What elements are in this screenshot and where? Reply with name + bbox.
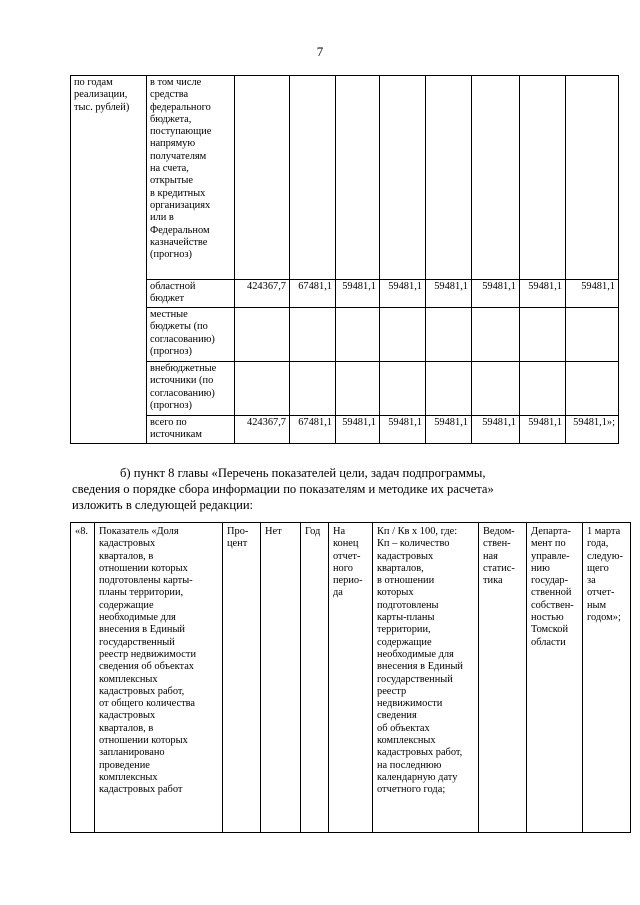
table-cell: 59481,1 — [380, 280, 426, 308]
table-cell — [380, 362, 426, 416]
table-cell — [336, 308, 380, 362]
table-cell: 59481,1 — [520, 416, 566, 444]
table-cell — [520, 76, 566, 280]
table-cell: 59481,1 — [472, 416, 520, 444]
table-cell — [472, 308, 520, 362]
table-cell — [426, 362, 472, 416]
table-cell — [235, 76, 290, 280]
table-cell: Год — [301, 523, 329, 833]
table-row — [71, 416, 619, 444]
table-cell: Нет — [261, 523, 301, 833]
paragraph-line: изложить в следующей редакции: — [72, 498, 254, 512]
row-label: всего по источникам — [147, 416, 235, 444]
table-cell: 59481,1 — [426, 416, 472, 444]
responsible-cell: Департа- мент по управле- нию государ- ственной собствен- ностью Томской области — [527, 523, 583, 833]
row-label: местные бюджеты (по согласованию) (прогноз) — [147, 308, 235, 362]
row-label: в том числе средства федерального бюджета, поступающие напрямую получателям на счета, открытые в кредитных организациях или в Федеральном казначействе (прогноз) — [147, 76, 235, 280]
table-cell — [235, 308, 290, 362]
paragraph-line: сведения о порядке сбора информации по показателям и методике их расчета» — [72, 482, 494, 496]
table-cell — [566, 308, 619, 362]
indicator-table — [70, 522, 631, 833]
table-cell — [426, 308, 472, 362]
table-cell — [336, 76, 380, 280]
table-cell — [472, 362, 520, 416]
row-label: областной бюджет — [147, 280, 235, 308]
table-cell — [566, 76, 619, 280]
table-row — [71, 76, 619, 280]
table-cell — [290, 362, 336, 416]
page-number: 7 — [316, 44, 324, 59]
table-cell: 59481,1 — [566, 280, 619, 308]
table-cell — [235, 362, 290, 416]
table-cell — [380, 308, 426, 362]
table-row — [71, 280, 619, 308]
table-cell: 424367,7 — [235, 280, 290, 308]
table-cell — [520, 362, 566, 416]
left-label-cell: по годам реализации, тыс. рублей) — [71, 76, 147, 444]
table-cell — [472, 76, 520, 280]
table-cell — [290, 308, 336, 362]
table-cell: 59481,1 — [336, 416, 380, 444]
table-cell: 59481,1 — [336, 280, 380, 308]
table-cell: 59481,1 — [472, 280, 520, 308]
item-number: «8. — [71, 523, 95, 833]
table-cell — [290, 76, 336, 280]
amendment-paragraph — [72, 465, 618, 513]
table-row — [71, 523, 631, 833]
table-cell: 59481,1»; — [566, 416, 619, 444]
table-cell: 59481,1 — [380, 416, 426, 444]
table-cell — [520, 308, 566, 362]
table-cell: На конец отчет- ного перио- да — [329, 523, 373, 833]
table-cell: 59481,1 — [426, 280, 472, 308]
table-cell: 59481,1 — [520, 280, 566, 308]
table-row — [71, 362, 619, 416]
table-cell: 67481,1 — [290, 416, 336, 444]
deadline-cell: 1 марта года, следую- щего за отчет- ным годом»; — [583, 523, 631, 833]
table-cell: 67481,1 — [290, 280, 336, 308]
table-cell: Ведом- ствен- ная статис- тика — [479, 523, 527, 833]
table-cell — [380, 76, 426, 280]
indicator-name: Показатель «Доля кадастровых кварталов, в отношении которых подготовлены карты- планы территории, содержащие необходимые для внесения в Единый государственный реестр недвижимости сведения об объектах комплексных кадастровых работ, от общего количества кадастровых кварталов, в отношении которых запланировано проведение комплексных кадастровых работ — [95, 523, 223, 833]
table-cell — [336, 362, 380, 416]
paragraph-line: б) пункт 8 главы «Перечень показателей цели, задач подпрограммы, — [120, 466, 486, 480]
formula-cell: Кп / Кв х 100, где: Кп – количество кадастровых кварталов, в отношении которых подготовлены карты-планы территории, содержащие необходимые для внесения в Единый государственный реестр недвижимости сведения об объектах комплексных кадастровых работ, на последнюю календарную дату отчетного года; — [373, 523, 479, 833]
table-cell: 424367,7 — [235, 416, 290, 444]
table-row — [71, 308, 619, 362]
table-cell — [426, 76, 472, 280]
unit-cell: Про- цент — [223, 523, 261, 833]
row-label: внебюджетные источники (по согласованию) (прогноз) — [147, 362, 235, 416]
table-cell — [566, 362, 619, 416]
budget-table — [70, 75, 619, 444]
